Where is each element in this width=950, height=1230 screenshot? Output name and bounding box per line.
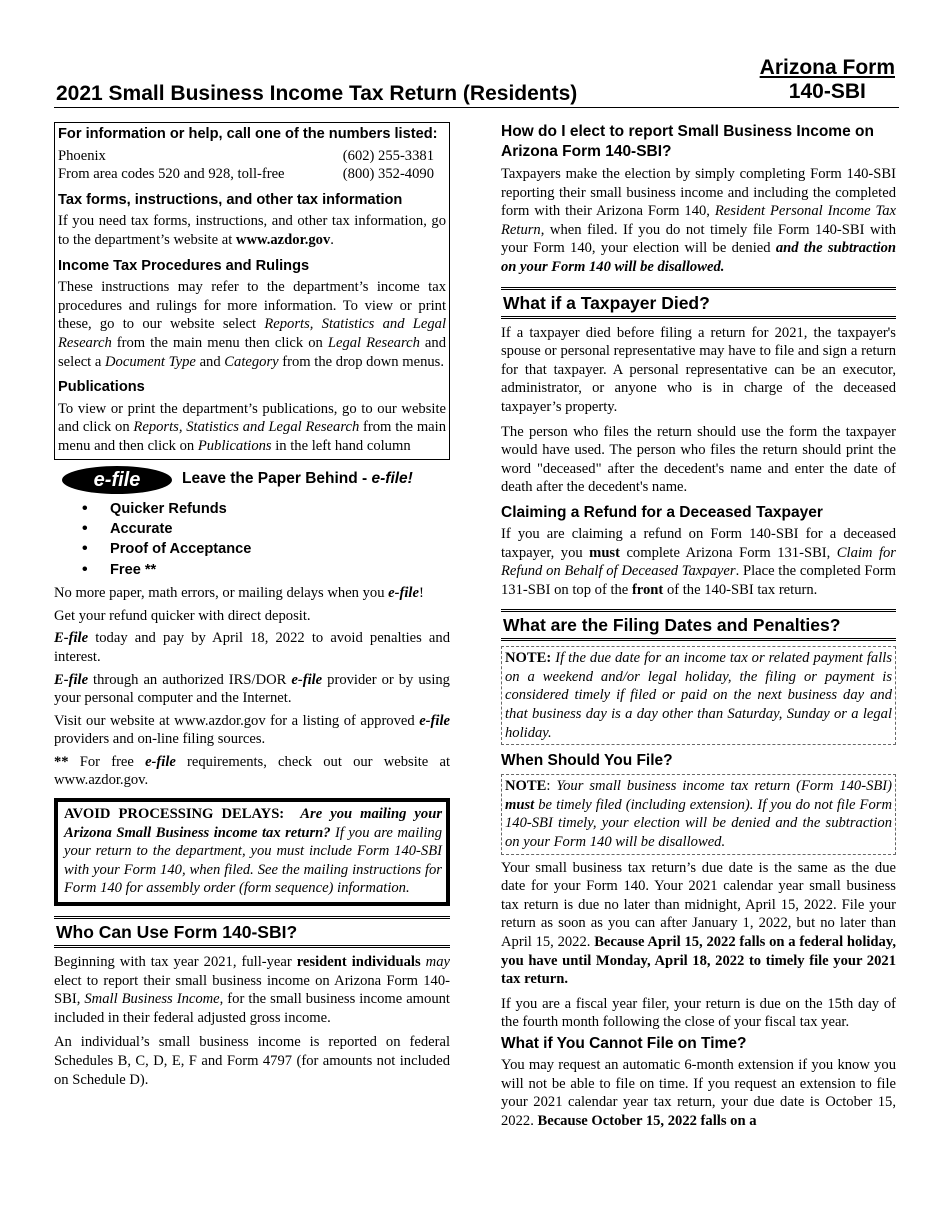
- avoid-delays-box: [54, 798, 450, 906]
- taxpayer-died-heading: What if a Taxpayer Died?: [501, 287, 896, 319]
- website-link[interactable]: www.azdor.gov: [235, 231, 331, 248]
- list-item: • Proof of Acceptance: [82, 539, 450, 559]
- note-text: NOTE: If the due date for an income tax or related payment falls on a weekend and/or legal holiday, the filing or payment is considered timely if filed or paid on the next business day and that business day is a day other than Saturday, Sunday or a legal holiday.: [505, 650, 892, 741]
- efile-benefits-list: [82, 499, 450, 581]
- forms-text: If you need tax forms, instructions, and other tax information, go to the department’s website at www.azdor.gov.: [58, 213, 446, 248]
- efile-logo: e-file: [62, 466, 172, 494]
- when-file-heading: When Should You File?: [501, 752, 673, 770]
- form-number: [760, 56, 895, 104]
- page-title: 2021 Small Business Income Tax Return (Residents): [56, 82, 578, 106]
- efile-heading: Leave the Paper Behind - e-file!: [182, 470, 413, 488]
- deceased-refund-heading: Claiming a Refund for a Deceased Taxpayer: [501, 503, 823, 521]
- extension-text: You may request an automatic 6-month extension if you know you will not be able to file on time. If you request an extension to file your 2021 calendar year tax return, your due date is October 15, 2022. Because October 15, 2022 falls on a: [501, 1056, 896, 1129]
- efile-para-3: E-file today and pay by April 18, 2022 to avoid penalties and interest.: [54, 630, 450, 665]
- filing-dates-heading: What are the Filing Dates and Penalties?: [501, 609, 896, 641]
- who-can-use-heading: Who Can Use Form 140-SBI?: [54, 916, 450, 948]
- phone-row-phoenix: [58, 147, 446, 166]
- died-para-1: If a taxpayer died before filing a return for 2021, the taxpayer's spouse or personal representative may have to file and sign a return for that taxpayer. A personal representative can be an executor, administrator, or anyone who is in charge of the deceased taxpayer’s property.: [501, 324, 896, 415]
- rulings-text: These instructions may refer to the department’s income tax procedures and rulings for more information. To view or print these, go to our website select Reports, Statistics and Legal Research from the main menu then click on Legal Research and select a Document Type and Category from the drop down menus.: [58, 279, 447, 370]
- phone-label: From area codes 520 and 928, toll-free: [58, 166, 285, 183]
- died-para-2: The person who files the return should use the form the taxpayer would have used. The person who files the return should print the word "deceased" after the decedent's name and enter the date of death after the decedent's name.: [501, 423, 896, 496]
- phone-row-tollfree: [58, 165, 446, 184]
- publications-text: To view or print the department’s publications, go to our website and click on Reports, Statistics and Legal Research from the main menu and then click on Publications in the left hand column: [58, 400, 447, 454]
- elect-text: Taxpayers make the election by simply completing Form 140-SBI reporting their small business income and including the completed form with their Arizona Form 140, Resident Personal Income Tax Return, when filed. If you do not timely file Form 140-SBI with your Form 140, your election will be denied and the subtraction on your Form 140 will be disallowed.: [501, 166, 896, 275]
- note-box-due-date: [501, 646, 896, 745]
- fiscal-year-text: If you are a fiscal year filer, your return is due on the 15th day of the fourth month following the close of your fiscal tax year.: [501, 995, 896, 1031]
- avoid-delays-text: AVOID PROCESSING DELAYS: Are you mailing your Arizona Small Business income tax return? If you are mailing your return to the department, you must include Form 140-SBI with your Form 140, when filed. See the mailing instructions for Form 140 for assembly order (form sequence) information.: [64, 806, 443, 897]
- publications-heading: Publications: [58, 379, 145, 396]
- form-name-line1: Arizona Form: [759, 56, 895, 79]
- list-item: • Accurate: [82, 519, 450, 539]
- phone-number: (602) 255-3381: [342, 147, 434, 164]
- efile-para-2: Get your refund quicker with direct deposit.: [54, 607, 311, 624]
- left-column: [54, 122, 450, 1089]
- rulings-heading: Income Tax Procedures and Rulings: [58, 257, 310, 274]
- info-box: [54, 122, 450, 460]
- note-box-timely: [501, 774, 896, 854]
- efile-para-6: ** For free e-file requirements, check out our website at www.azdor.gov.: [54, 753, 450, 789]
- forms-heading: Tax forms, instructions, and other tax information: [58, 191, 403, 208]
- efile-para-5: Visit our website at www.azdor.gov for a listing of approved e-file providers and on-line filing sources.: [54, 712, 450, 748]
- right-column: [501, 122, 896, 1130]
- page-header: [54, 56, 899, 108]
- list-item: • Free **: [82, 560, 450, 580]
- efile-para-1: No more paper, math errors, or mailing delays when you e-file!: [54, 585, 424, 602]
- efile-banner: [62, 466, 450, 494]
- cannot-file-heading: What if You Cannot File on Time?: [501, 1034, 747, 1052]
- phone-number: (800) 352-4090: [342, 166, 434, 183]
- form-name-line2: 140-SBI: [788, 80, 866, 103]
- list-item: • Quicker Refunds: [82, 499, 450, 519]
- help-heading: For information or help, call one of the numbers listed:: [58, 126, 438, 142]
- who-para-1: Beginning with tax year 2021, full-year resident individuals may elect to report their small business income on Arizona Form 140-SBI, Small Business Income, for the small business income amount included in their federal adjusted gross income.: [54, 954, 450, 1026]
- elect-heading: How do I elect to report Small Business Income on Arizona Form 140-SBI?: [501, 123, 874, 160]
- phone-label: Phoenix: [58, 147, 106, 164]
- who-para-2: An individual’s small business income is reported on federal Schedules B, C, D, E, F and Form 4797 (for amounts not included on Schedule D).: [54, 1034, 450, 1088]
- deceased-refund-text: If you are claiming a refund on Form 140-SBI for a deceased taxpayer, you must complete Arizona Form 131-SBI, Claim for Refund on Behalf of Deceased Taxpayer. Place the completed Form 131-SBI on top of the front of the 140-SBI tax return.: [501, 525, 896, 598]
- due-date-text: Your small business tax return’s due date is the same as the due date for your Form 140. Your 2021 calendar year small business tax return is due no later than midnight, April 15, 2022. File your return as soon as you can after January 1, 2022, but no later than April 15, 2022. Because April 15, 2022 falls on a federal holiday, you have until Monday, April 18, 2022 to timely file your 2021 tax return.: [501, 859, 896, 988]
- efile-para-4: E-file through an authorized IRS/DOR e-file provider or by using your personal computer and the Internet.: [54, 671, 450, 707]
- note-text: NOTE: Your small business income tax return (Form 140-SBI) must be timely filed (including extension). If you do not file Form 140-SBI timely, your election will be denied and the subtraction on your Form 140 will be disallowed.: [505, 778, 892, 851]
